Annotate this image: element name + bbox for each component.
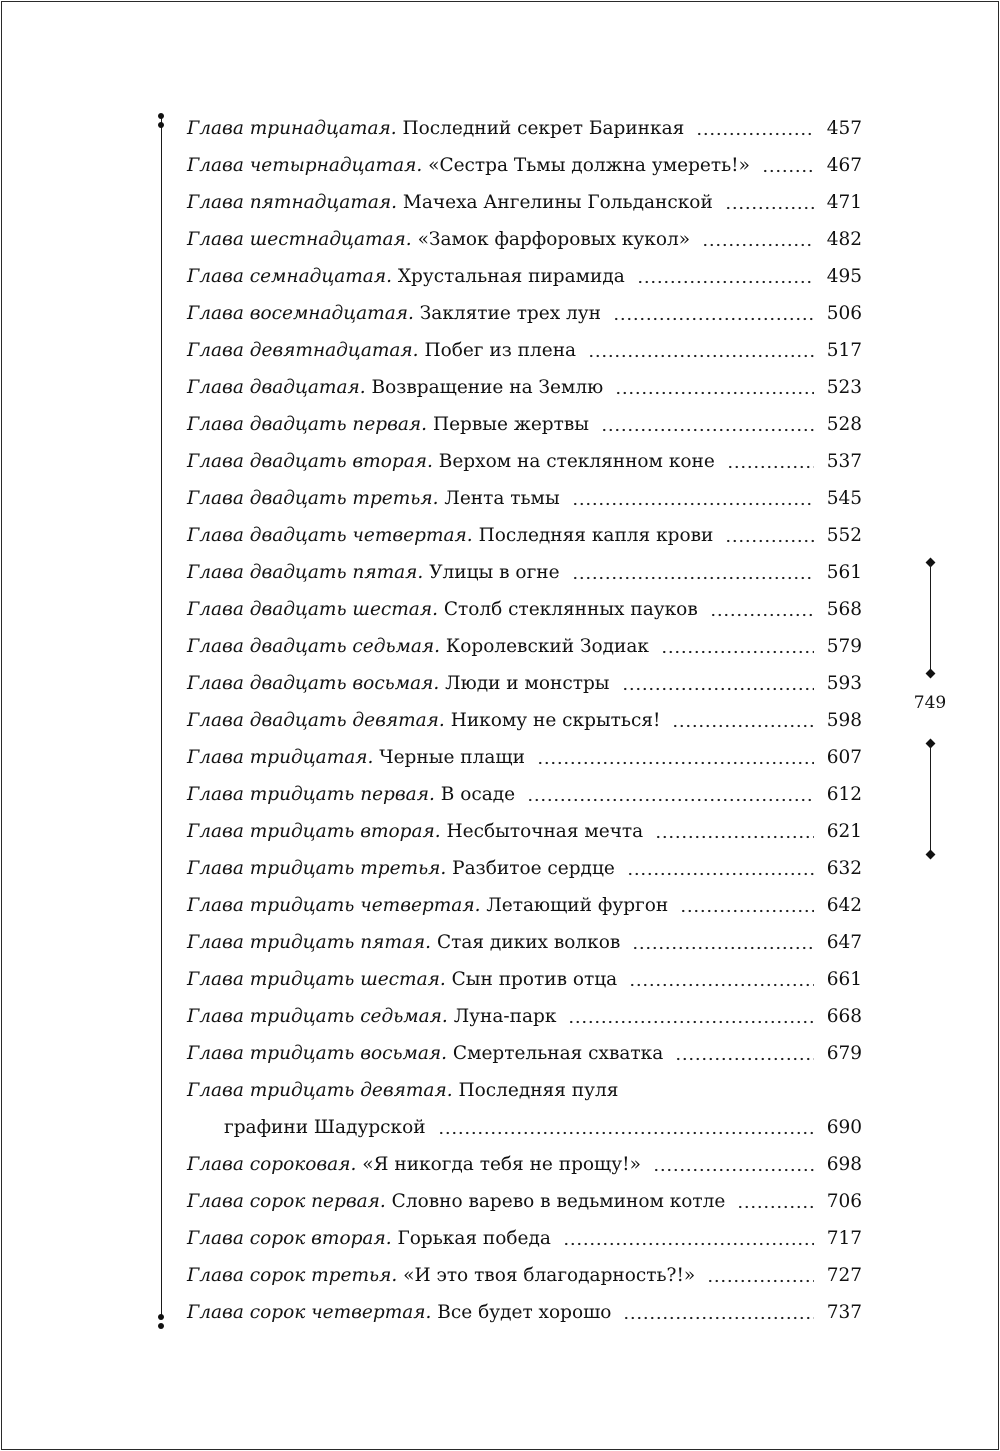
toc-entry (187, 1294, 862, 1331)
table-of-contents (187, 110, 862, 1331)
chapter-page-number: 517 (826, 340, 862, 361)
dot-leader (601, 414, 814, 433)
chapter-label: Глава семнадцатая. (187, 266, 392, 287)
chapter-title: Хрустальная пирамида (397, 266, 625, 287)
chapter-label: Глава сорок вторая. (187, 1228, 392, 1249)
chapter-page-number: 607 (826, 747, 862, 768)
chapter-title: Последний секрет Баринкая (402, 118, 685, 139)
chapter-page-number: 467 (826, 155, 862, 176)
chapter-title: В осаде (440, 784, 516, 805)
chapter-page-number: 668 (826, 1006, 862, 1027)
chapter-title: Несбыточная мечта (446, 821, 644, 842)
dot-leader (725, 192, 814, 211)
chapter-title: «Я никогда тебя не прощу!» (362, 1154, 641, 1175)
chapter-title: Черные плащи (379, 747, 525, 768)
chapter-page-number: 647 (826, 932, 862, 953)
dot-leader (623, 1302, 814, 1321)
dot-leader (696, 118, 814, 137)
dot-leader (737, 1191, 814, 1210)
dot-leader (572, 488, 814, 507)
chapter-label: Глава сорок четвертая. (187, 1302, 432, 1323)
chapter-label: Глава двадцать шестая. (187, 599, 438, 620)
chapter-page-number: 621 (826, 821, 862, 842)
chapter-title: Сын против отца (451, 969, 618, 990)
right-vertical-rule-upper (930, 563, 931, 673)
dot-leader (537, 747, 814, 766)
chapter-label: Глава тридцать пятая. (187, 932, 432, 953)
chapter-label: Глава тридцать четвертая. (187, 895, 481, 916)
dot-leader (655, 821, 814, 840)
dot-leader (563, 1228, 814, 1247)
toc-entry (187, 221, 862, 258)
chapter-label: Глава двадцать первая. (187, 414, 428, 435)
dot-leader (588, 340, 814, 359)
chapter-label: Глава тридцать шестая. (187, 969, 446, 990)
chapter-title: Улицы в огне (429, 562, 560, 583)
dot-leader (572, 562, 814, 581)
toc-entry (187, 887, 862, 924)
chapter-label: Глава тридцать первая. (187, 784, 435, 805)
toc-entry (187, 369, 862, 406)
chapter-title: Словно варево в ведьмином котле (391, 1191, 726, 1212)
chapter-title: Луна-парк (453, 1006, 557, 1027)
chapter-title: Горькая победа (397, 1228, 551, 1249)
dot-leader (702, 229, 814, 248)
toc-entry (187, 591, 862, 628)
chapter-label: Глава девятнадцатая. (187, 340, 419, 361)
dot-leader (710, 599, 814, 618)
chapter-page-number: 506 (826, 303, 862, 324)
toc-entry (187, 517, 862, 554)
dot-leader (680, 895, 814, 914)
chapter-page-number: 717 (826, 1228, 862, 1249)
chapter-label: Глава сорок третья. (187, 1265, 398, 1286)
chapter-page-number: 642 (826, 895, 862, 916)
chapter-page-number: 706 (826, 1191, 862, 1212)
chapter-page-number: 679 (826, 1043, 862, 1064)
chapter-title: Последняя пуля (458, 1080, 619, 1101)
chapter-page-number: 579 (826, 636, 862, 657)
toc-entry (187, 1183, 862, 1220)
chapter-page-number: 727 (826, 1265, 862, 1286)
chapter-title: Летающий фургон (486, 895, 669, 916)
chapter-page-number: 737 (826, 1302, 862, 1323)
dot-leader (727, 451, 814, 470)
chapter-label: Глава двадцать четвертая. (187, 525, 473, 546)
chapter-label: Глава двадцать вторая. (187, 451, 433, 472)
chapter-title: Все будет хорошо (437, 1302, 612, 1323)
chapter-page-number: 523 (826, 377, 862, 398)
toc-entry (187, 924, 862, 961)
chapter-label: Глава двадцать девятая. (187, 710, 445, 731)
toc-entry (187, 443, 862, 480)
dot-leader (762, 155, 814, 174)
chapter-label: Глава двадцать пятая. (187, 562, 424, 583)
dot-leader (627, 858, 814, 877)
chapter-page-number: 482 (826, 229, 862, 250)
dot-leader (613, 303, 814, 322)
dot-leader (653, 1154, 814, 1173)
chapter-label: Глава двадцатая. (187, 377, 366, 398)
chapter-page-number: 598 (826, 710, 862, 731)
dot-leader (568, 1006, 814, 1025)
dot-leader (675, 1043, 814, 1062)
toc-entry (187, 850, 862, 887)
chapter-label: Глава сорок первая. (187, 1191, 386, 1212)
chapter-page-number: 593 (826, 673, 862, 694)
chapter-label: Глава тридцать восьмая. (187, 1043, 448, 1064)
chapter-label: Глава пятнадцатая. (187, 192, 398, 213)
ornament-dot (158, 122, 164, 128)
ornament-dot (158, 1314, 164, 1320)
dot-leader (661, 636, 814, 655)
toc-entry (187, 739, 862, 776)
toc-entry (187, 1146, 862, 1183)
chapter-page-number: 495 (826, 266, 862, 287)
chapter-label: Глава двадцать седьмая. (187, 636, 441, 657)
chapter-title: Разбитое сердце (452, 858, 615, 879)
toc-entry (187, 1072, 862, 1109)
dot-leader (725, 525, 814, 544)
chapter-label: Глава двадцать третья. (187, 488, 439, 509)
chapter-page-number: 457 (826, 118, 862, 139)
ornament-dot (158, 1323, 164, 1329)
chapter-title: «Замок фарфоровых кукол» (417, 229, 691, 250)
toc-entry (187, 554, 862, 591)
toc-entry (187, 998, 862, 1035)
chapter-title: «И это твоя благодарность?!» (403, 1265, 696, 1286)
chapter-page-number: 612 (826, 784, 862, 805)
toc-entry (187, 1220, 862, 1257)
chapter-label: Глава тридцать девятая. (187, 1080, 453, 1101)
chapter-page-number: 552 (826, 525, 862, 546)
chapter-title: Мачеха Ангелины Гольданской (402, 192, 713, 213)
chapter-label: Глава двадцать восьмая. (187, 673, 440, 694)
chapter-label: Глава восемнадцатая. (187, 303, 414, 324)
dot-leader (615, 377, 814, 396)
chapter-title: Побег из плена (424, 340, 577, 361)
chapter-page-number: 561 (826, 562, 862, 583)
chapter-page-number: 661 (826, 969, 862, 990)
toc-entry (187, 665, 862, 702)
left-vertical-rule (161, 118, 162, 1318)
toc-entry-continuation (187, 1109, 862, 1146)
dot-leader (527, 784, 814, 803)
toc-entry (187, 480, 862, 517)
chapter-label: Глава тридцать седьмая. (187, 1006, 448, 1027)
chapter-label: Глава тридцатая. (187, 747, 374, 768)
dot-leader (632, 932, 814, 951)
toc-entry (187, 1035, 862, 1072)
dot-leader (622, 673, 814, 692)
chapter-title: Возвращение на Землю (371, 377, 604, 398)
chapter-title: Заклятие трех лун (419, 303, 602, 324)
chapter-page-number: 528 (826, 414, 862, 435)
chapter-title: Королевский Зодиак (445, 636, 649, 657)
chapter-page-number: 698 (826, 1154, 862, 1175)
dot-leader (629, 969, 814, 988)
right-vertical-rule-lower (930, 744, 931, 854)
chapter-label: Глава шестнадцатая. (187, 229, 412, 250)
chapter-title: Лента тьмы (444, 488, 560, 509)
chapter-label: Глава четырнадцатая. (187, 155, 423, 176)
chapter-label: Глава сороковая. (187, 1154, 357, 1175)
chapter-title: Столб стеклянных пауков (443, 599, 698, 620)
chapter-page-number: 690 (826, 1117, 862, 1138)
chapter-label: Глава тринадцатая. (187, 118, 397, 139)
chapter-title: Стая диких волков (436, 932, 621, 953)
dot-leader (438, 1117, 814, 1136)
chapter-title: Люди и монстры (445, 673, 610, 694)
chapter-page-number: 632 (826, 858, 862, 879)
chapter-label: Глава тридцать третья. (187, 858, 447, 879)
chapter-title: Смертельная схватка (452, 1043, 664, 1064)
chapter-page-number: 471 (826, 192, 862, 213)
toc-entry (187, 702, 862, 739)
toc-entry (187, 961, 862, 998)
chapter-page-number: 537 (826, 451, 862, 472)
toc-entry (187, 813, 862, 850)
page-number: 749 (913, 693, 947, 713)
toc-entry (187, 184, 862, 221)
chapter-title: Первые жертвы (432, 414, 590, 435)
chapter-page-number: 568 (826, 599, 862, 620)
chapter-title: Последняя капля крови (478, 525, 714, 546)
chapter-title: «Сестра Тьмы должна умереть!» (428, 155, 750, 176)
toc-entry (187, 406, 862, 443)
chapter-title: Верхом на стеклянном коне (438, 451, 715, 472)
chapter-title: Никому не скрыться! (450, 710, 661, 731)
dot-leader (672, 710, 814, 729)
dot-leader (637, 266, 814, 285)
dot-leader (707, 1265, 814, 1284)
ornament-dot (158, 113, 164, 119)
toc-entry (187, 776, 862, 813)
toc-entry (187, 628, 862, 665)
toc-entry (187, 295, 862, 332)
toc-entry (187, 110, 862, 147)
toc-entry (187, 332, 862, 369)
toc-entry (187, 147, 862, 184)
toc-entry (187, 1257, 862, 1294)
toc-entry (187, 258, 862, 295)
chapter-page-number: 545 (826, 488, 862, 509)
chapter-label: Глава тридцать вторая. (187, 821, 441, 842)
chapter-title-continuation: графини Шадурской (224, 1117, 426, 1138)
